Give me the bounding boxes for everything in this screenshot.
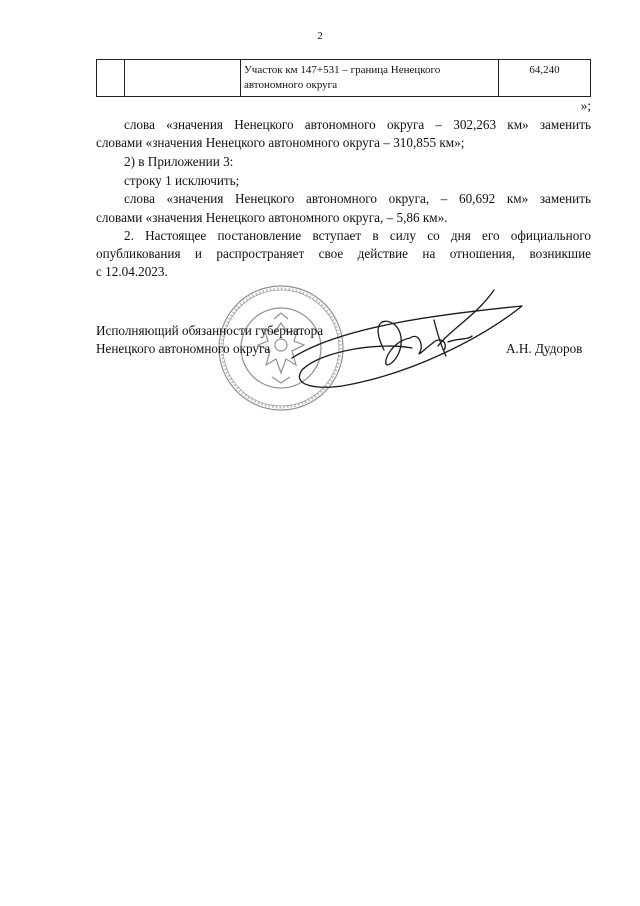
section-name-line-2: автономного округа bbox=[244, 79, 338, 91]
table-cell-length-value: 64,240 bbox=[499, 60, 591, 97]
body-line-3: 2) в Приложении 3: bbox=[124, 154, 234, 169]
section-name-line-1: Участок км 147+531 – граница Ненецкого bbox=[244, 64, 441, 76]
body-line-6: словами «значения Ненецкого автономного округа, – 5,86 км». bbox=[96, 210, 448, 225]
table-cell-empty bbox=[125, 60, 241, 97]
table-cell-section-name bbox=[241, 60, 499, 97]
body-line-9: с 12.04.2023. bbox=[96, 264, 168, 279]
amendment-table bbox=[96, 59, 591, 97]
body-line-7: 2. Настоящее постановление вступает в силу со дня его официального bbox=[124, 228, 591, 243]
body-line-5: слова «значения Ненецкого автономного округа, – 60,692 км» заменить bbox=[124, 191, 591, 206]
body-line-4: строку 1 исключить; bbox=[124, 173, 240, 188]
body-line-2: словами «значения Ненецкого автономного округа – 310,855 км»; bbox=[96, 135, 465, 150]
signatory-name: А.Н. Дудоров bbox=[506, 341, 583, 356]
page-number: 2 bbox=[317, 30, 323, 42]
body-line-1: слова «значения Ненецкого автономного округа – 302,263 км» заменить bbox=[124, 117, 591, 132]
handwritten-signature-icon bbox=[262, 286, 532, 396]
body-line-8: опубликования и распространяет свое действие на отношения, возникшие bbox=[96, 246, 591, 261]
table-row bbox=[97, 60, 591, 97]
signatory-position-line-2: Ненецкого автономного округа bbox=[96, 341, 271, 356]
signatory-position-line-1: Исполняющий обязанности губернатора bbox=[96, 323, 324, 338]
table-cell-empty bbox=[97, 60, 125, 97]
closing-quote-mark: »; bbox=[580, 98, 591, 113]
